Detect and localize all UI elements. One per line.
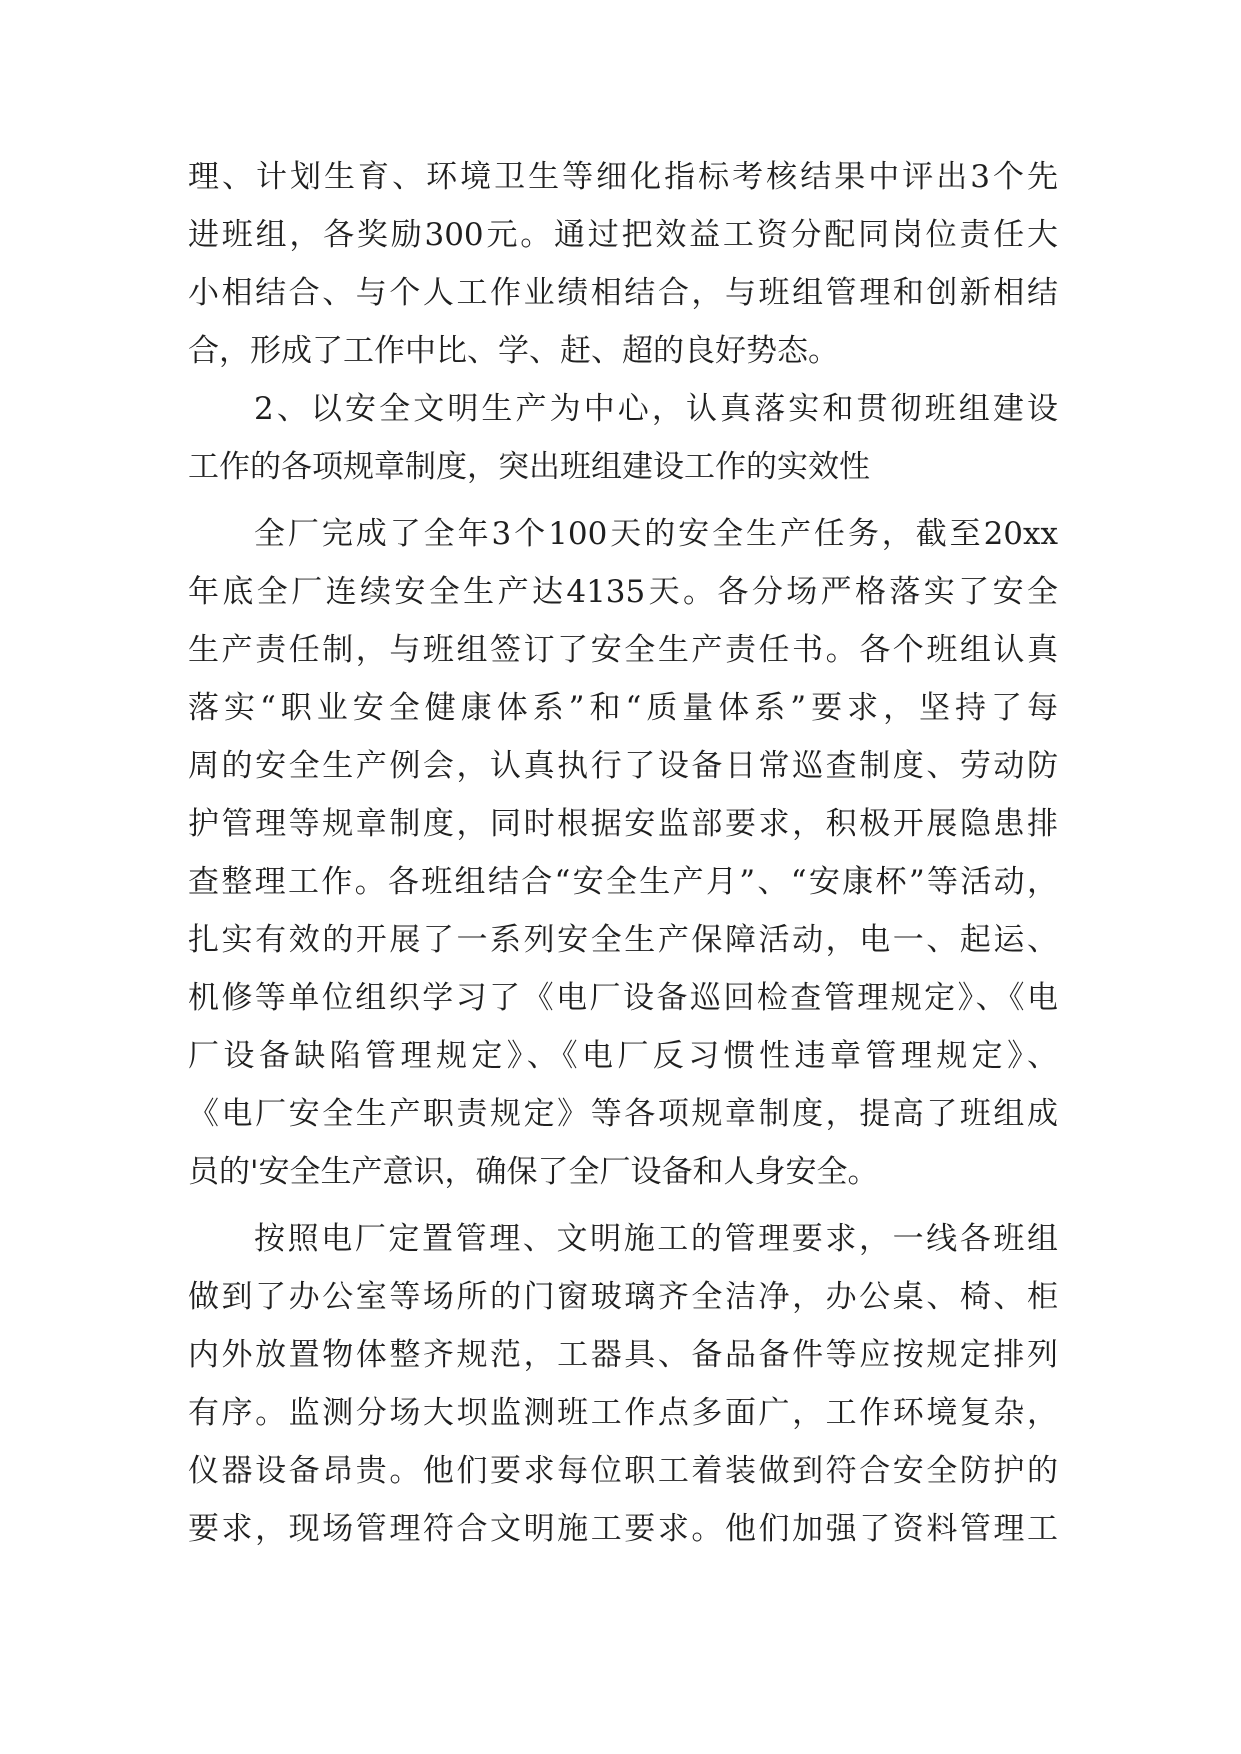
text-line: 按照电厂定置管理、文明施工的管理要求，一线各班组: [254, 1221, 1058, 1257]
text-line: 有序。监测分场大坝监测班工作点多面广，工作环境复杂，: [188, 1395, 1058, 1431]
text-line: 生产责任制，与班组签订了安全生产责任书。各个班组认真: [188, 632, 1058, 668]
text-line: 机修等单位组织学习了《电厂设备巡回检查管理规定》、《电: [188, 980, 1058, 1016]
text-line: 仪器设备昂贵。他们要求每位职工着装做到符合安全防护的: [188, 1453, 1058, 1489]
text-line: 理、计划生育、环境卫生等细化指标考核结果中评出3个先: [188, 159, 1058, 195]
text-line: 查整理工作。各班组结合“安全生产月”、“安康杯”等活动，: [188, 864, 1058, 900]
text-line: 合，形成了工作中比、学、赶、超的良好势态。: [188, 333, 839, 369]
text-line: 落实“职业安全健康体系”和“质量体系”要求，坚持了每: [188, 690, 1058, 726]
text-line: 进班组，各奖励300元。通过把效益工资分配同岗位责任大: [188, 217, 1058, 253]
text-line: 小相结合、与个人工作业绩相结合，与班组管理和创新相结: [188, 275, 1058, 311]
section-heading: 2、以安全文明生产为中心，认真落实和贯彻班组建设: [254, 391, 1058, 427]
text-line: 《电厂安全生产职责规定》等各项规章制度，提高了班组成: [188, 1096, 1058, 1132]
text-line: 周的安全生产例会，认真执行了设备日常巡查制度、劳动防: [188, 748, 1058, 784]
text-line: 护管理等规章制度，同时根据安监部要求，积极开展隐患排: [188, 806, 1058, 842]
section-heading: 工作的各项规章制度，突出班组建设工作的实效性: [188, 449, 870, 485]
text-line: 厂设备缺陷管理规定》、《电厂反习惯性违章管理规定》、: [188, 1038, 1058, 1074]
text-line: 年底全厂连续安全生产达4135天。各分场严格落实了安全: [188, 574, 1058, 610]
text-line: 做到了办公室等场所的门窗玻璃齐全洁净，办公桌、椅、柜: [188, 1279, 1058, 1315]
text-line: 内外放置物体整齐规范，工器具、备品备件等应按规定排列: [188, 1337, 1058, 1373]
text-line: 员的'安全生产意识，确保了全厂设备和人身安全。: [188, 1154, 879, 1190]
text-line: 要求，现场管理符合文明施工要求。他们加强了资料管理工: [188, 1511, 1058, 1547]
text-line: 扎实有效的开展了一系列安全生产保障活动，电一、起运、: [188, 922, 1058, 958]
text-line: 全厂完成了全年3个100天的安全生产任务，截至20xx: [254, 516, 1058, 552]
